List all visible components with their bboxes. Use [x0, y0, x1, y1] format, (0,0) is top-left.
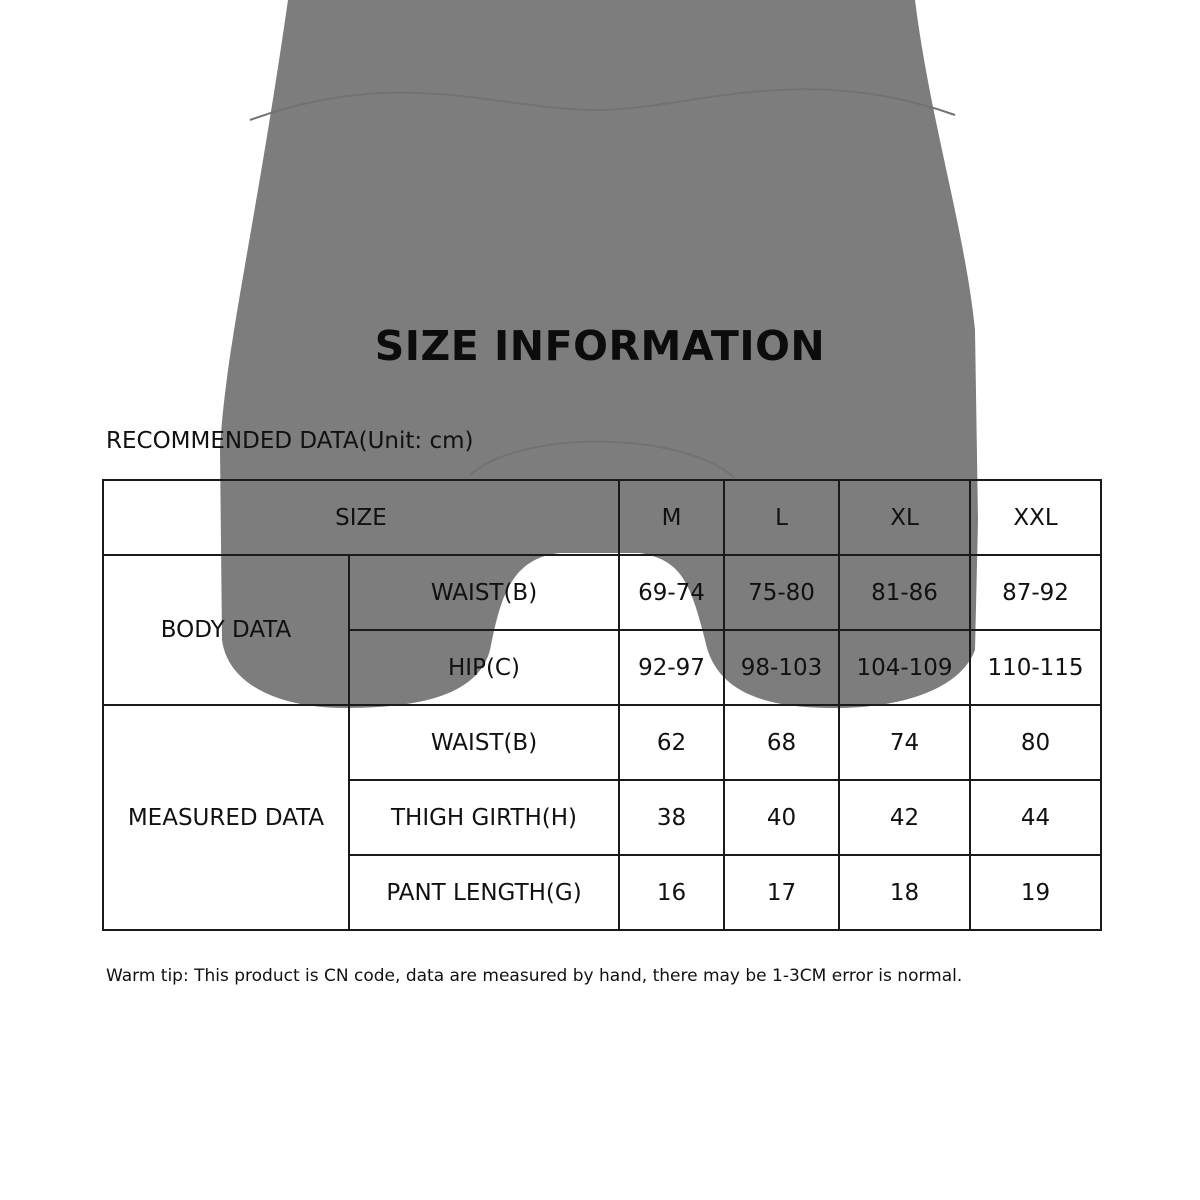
size-header-cell: SIZE — [103, 480, 619, 555]
value-cell: 92-97 — [619, 630, 724, 705]
size-column-header: XXL — [970, 480, 1101, 555]
row-label-cell: WAIST(B) — [349, 705, 619, 780]
table-row — [103, 555, 1101, 630]
value-cell: 87-92 — [970, 555, 1101, 630]
table-row — [103, 705, 1101, 780]
size-column-header: L — [724, 480, 839, 555]
value-cell: 104-109 — [839, 630, 970, 705]
value-cell: 44 — [970, 780, 1101, 855]
value-cell: 18 — [839, 855, 970, 930]
value-cell: 40 — [724, 780, 839, 855]
value-cell: 17 — [724, 855, 839, 930]
row-label-cell: WAIST(B) — [349, 555, 619, 630]
row-label-cell: HIP(C) — [349, 630, 619, 705]
page-title: SIZE INFORMATION — [374, 322, 826, 370]
value-cell: 81-86 — [839, 555, 970, 630]
value-cell: 68 — [724, 705, 839, 780]
value-cell: 62 — [619, 705, 724, 780]
unit-subtitle: RECOMMENDED DATA(Unit: cm) — [106, 428, 474, 454]
value-cell: 98-103 — [724, 630, 839, 705]
row-label-cell: PANT LENGTH(G) — [349, 855, 619, 930]
size-column-header: XL — [839, 480, 970, 555]
value-cell: 19 — [970, 855, 1101, 930]
table-header-row — [103, 480, 1101, 555]
value-cell: 74 — [839, 705, 970, 780]
size-column-header: M — [619, 480, 724, 555]
value-cell: 42 — [839, 780, 970, 855]
value-cell: 38 — [619, 780, 724, 855]
group-label-cell: BODY DATA — [103, 555, 349, 705]
row-label-cell: THIGH GIRTH(H) — [349, 780, 619, 855]
value-cell: 80 — [970, 705, 1101, 780]
value-cell: 110-115 — [970, 630, 1101, 705]
warm-tip-note: Warm tip: This product is CN code, data are measured by hand, there may be 1-3CM error is normal. — [106, 966, 963, 986]
value-cell: 69-74 — [619, 555, 724, 630]
value-cell: 75-80 — [724, 555, 839, 630]
value-cell: 16 — [619, 855, 724, 930]
group-label-cell: MEASURED DATA — [103, 705, 349, 930]
size-table — [102, 479, 1102, 931]
